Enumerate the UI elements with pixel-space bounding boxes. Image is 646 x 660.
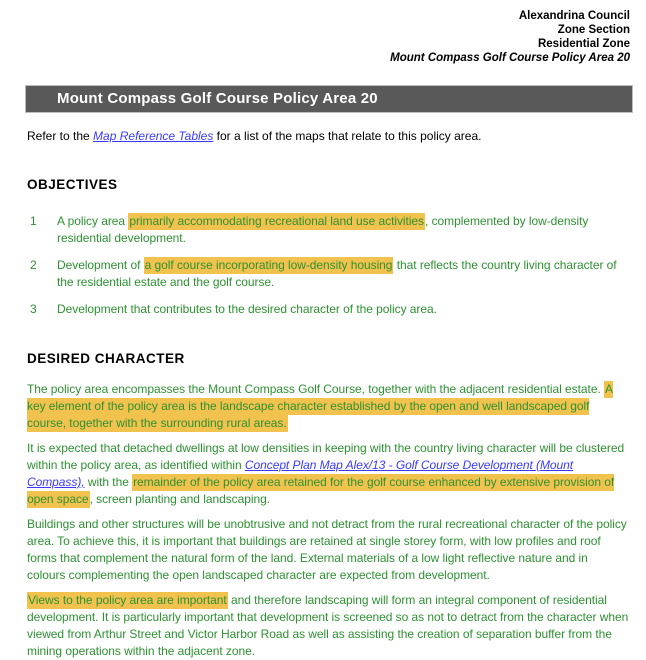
- text-segment: A policy area: [57, 214, 129, 228]
- text-segment: , screen planting and landscaping.: [89, 492, 270, 506]
- document-header: [0, 0, 646, 65]
- header-line-council: Alexandrina Council: [518, 10, 630, 22]
- highlighted-text: remainder of the policy area retained for the golf course enhanced by extensive provision of open space: [27, 475, 615, 506]
- text-segment: and therefore landscaping will form an integral component of residential development. It is particularly important that development is screened so as not to detract from the character when viewed from Arthur Street and Victor Harbor Road as well as assisting the creation of separation buffer from the mining operations within the adjacent zone.: [27, 593, 629, 658]
- highlighted-text: Views to the policy area are important: [28, 593, 227, 607]
- desired-character-paragraph-2: [27, 440, 629, 508]
- text-segment: It is expected that detached dwellings at low densities in keeping with the country living character will be clustered within the policy area, as identified within: [27, 441, 625, 472]
- objective-number: 3: [30, 302, 37, 316]
- objective-text: [57, 301, 622, 318]
- inline-link[interactable]: Map Reference Tables: [93, 129, 214, 143]
- text-segment: , complemented by low-density residential development.: [57, 214, 589, 245]
- text-segment: Development of: [57, 258, 144, 272]
- text-segment: with the: [84, 475, 133, 489]
- header-line-policy-area: Mount Compass Golf Course Policy Area 20: [390, 52, 630, 64]
- text-segment: Development that contributes to the desired character of the policy area.: [57, 302, 437, 316]
- highlighted-text: primarily accommodating recreational land use activities: [129, 214, 425, 228]
- objective-text: [57, 257, 622, 291]
- objective-number: 1: [30, 214, 37, 228]
- text-segment: Buildings and other structures will be unobtrusive and not detract from the rural recreational character of the policy area. To achieve this, it is important that buildings are retained at single storey form, with low profiles and roof forms that complement the natural form of the land. External materials of a low light reflective nature and in colours complementing the open landscaped character are expected from development.: [27, 517, 627, 582]
- objectives-list: [0, 213, 646, 318]
- text-segment: for a list of the maps that relate to this policy area.: [213, 129, 482, 143]
- objective-item-2: [30, 257, 646, 291]
- desired-character-paragraph-3: [27, 516, 629, 584]
- policy-title-bar: Mount Compass Golf Course Policy Area 20: [25, 85, 633, 113]
- text-segment: Refer to the: [27, 129, 94, 143]
- text-segment: The policy area encompasses the Mount Compass Golf Course, together with the adjacent residential estate.: [27, 382, 605, 396]
- objective-item-1: [30, 213, 646, 247]
- desired-character-paragraph-1: [27, 381, 629, 432]
- objectives-heading: OBJECTIVES: [27, 177, 118, 192]
- header-line-zone-section: Zone Section: [557, 24, 630, 36]
- text-segment: that reflects the country living character of the residential estate and the golf course.: [57, 258, 617, 289]
- desired-character-heading: DESIRED CHARACTER: [27, 351, 185, 366]
- intro-paragraph: [27, 128, 628, 144]
- highlighted-text: A key element of the policy area is the landscape character established by the open and well landscaped golf course, together with the surrounding rural areas.: [27, 382, 613, 430]
- objective-text: [57, 213, 622, 247]
- header-line-residential-zone: Residential Zone: [537, 38, 630, 50]
- objective-item-3: [30, 301, 646, 318]
- highlighted-text: a golf course incorporating low-density housing: [144, 258, 393, 272]
- inline-link[interactable]: Concept Plan Map Alex/13 - Golf Course Development (Mount Compass),: [27, 458, 574, 489]
- objective-number: 2: [30, 258, 37, 272]
- desired-character-paragraph-4: [27, 592, 629, 660]
